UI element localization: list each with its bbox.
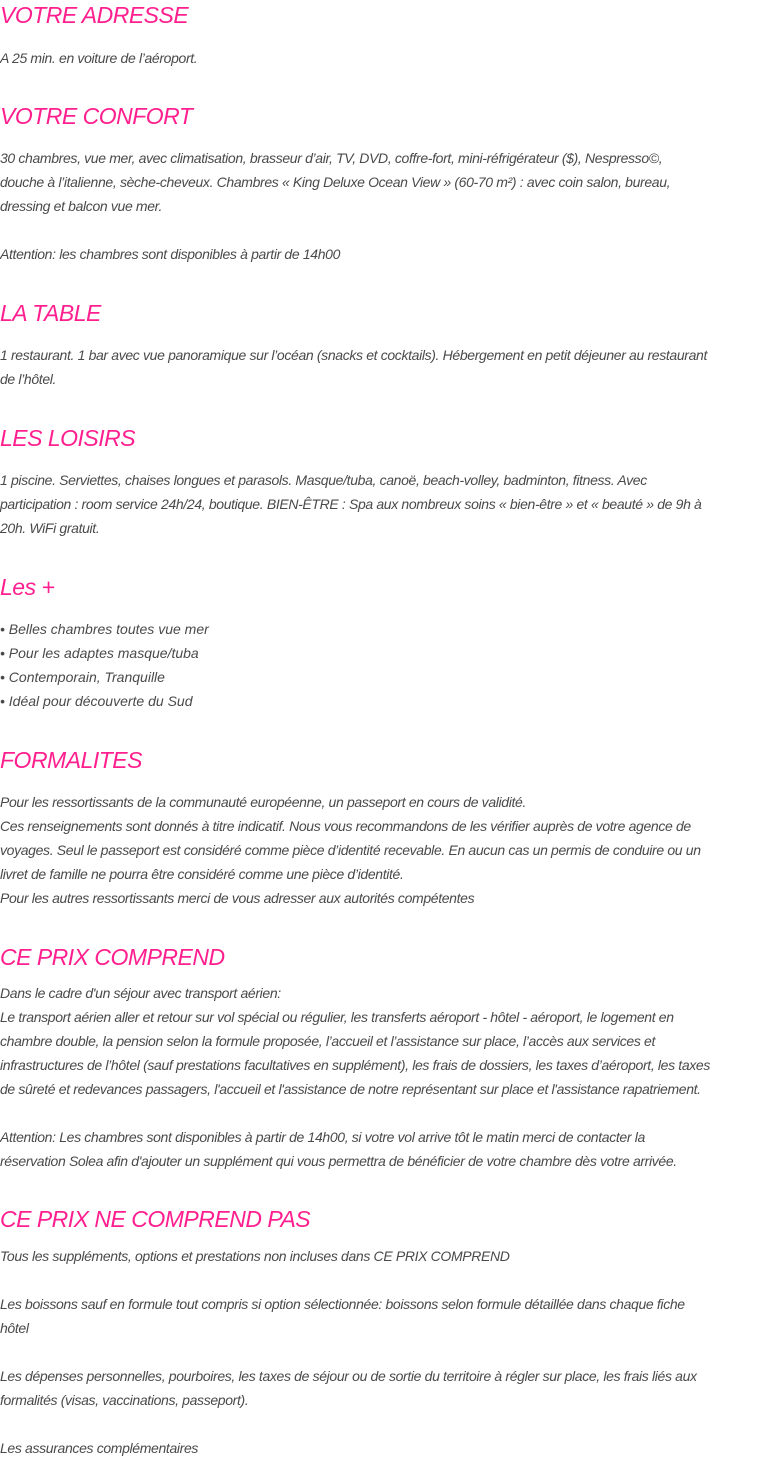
- comprend-text: [0, 981, 758, 1101]
- table-text: [0, 343, 758, 391]
- ne-comprend-pas-line: formalités (visas, vaccinations, passeport).: [0, 1392, 249, 1408]
- confort-line: 30 chambres, vue mer, avec climatisation, brasseur d’air, TV, DVD, coffre-fort, mini-réfrigérateur ($), Nespresso©,: [0, 150, 663, 166]
- list-item: • Belles chambres toutes vue mer: [0, 621, 209, 637]
- adresse-text: [0, 46, 758, 70]
- section-title-ne-comprend-pas: CE PRIX NE COMPREND PAS: [0, 1206, 311, 1232]
- table-line: 1 restaurant. 1 bar avec vue panoramique sur l’océan (snacks et cocktails). Hébergement en petit déjeuner au restaurant: [0, 347, 707, 363]
- confort-note-line: Attention: les chambres sont disponibles à partir de 14h00: [0, 246, 341, 262]
- section-title-adresse: VOTRE ADRESSE: [0, 2, 189, 28]
- adresse-line: A 25 min. en voiture de l’aéroport.: [0, 50, 198, 66]
- section-title-table: LA TABLE: [0, 300, 101, 326]
- comprend-line: Le transport aérien aller et retour sur vol spécial ou régulier, les transferts aéroport - hôtel - aéroport, le logement en: [0, 1009, 674, 1025]
- list-item: • Contemporain, Tranquille: [0, 669, 165, 685]
- section-title-loisirs: LES LOISIRS: [0, 425, 136, 451]
- comprend-note: [0, 1125, 758, 1173]
- section-title-formalites: FORMALITES: [0, 747, 142, 773]
- loisirs-line: 1 piscine. Serviettes, chaises longues et parasols. Masque/tuba, canoë, beach-volley, badminton, fitness. Avec: [0, 472, 647, 488]
- ne-comprend-pas-p2: [0, 1292, 758, 1340]
- formalites-line: Ces renseignements sont donnés à titre indicatif. Nous vous recommandons de les vérifier auprès de votre agence de: [0, 818, 691, 834]
- ne-comprend-pas-line: Les assurances complémentaires: [0, 1440, 199, 1456]
- section-title-confort: VOTRE CONFORT: [0, 103, 193, 129]
- ne-comprend-pas-line: Les dépenses personnelles, pourboires, les taxes de séjour ou de sortie du territoire à régler sur place, les frais liés aux: [0, 1368, 697, 1384]
- formalites-line: livret de famille ne pourra être considéré comme une pièce d’identité.: [0, 866, 404, 882]
- confort-text: [0, 146, 758, 218]
- loisirs-line: 20h. WiFi gratuit.: [0, 520, 100, 536]
- comprend-note-line: Attention: Les chambres sont disponibles à partir de 14h00, si votre vol arrive tôt le matin merci de contacter la: [0, 1129, 645, 1145]
- list-item: • Pour les adaptes masque/tuba: [0, 645, 199, 661]
- comprend-note-line: réservation Solea afin d'ajouter un supplément qui vous permettra de bénéficier de votre chambre dès votre arrivée.: [0, 1153, 677, 1169]
- formalites-line: voyages. Seul le passeport est considéré comme pièce d’identité recevable. En aucun cas un permis de conduire ou un: [0, 842, 701, 858]
- list-item: • Idéal pour découverte du Sud: [0, 693, 193, 709]
- section-title-plus: Les +: [0, 574, 55, 600]
- loisirs-line: participation : room service 24h/24, boutique. BIEN-ÊTRE : Spa aux nombreux soins « bien-être » et « beauté » de 9h à: [0, 496, 702, 512]
- loisirs-text: [0, 468, 758, 540]
- confort-line: douche à l’italienne, sèche-cheveux. Chambres « King Deluxe Ocean View » (60-70 m²) : avec coin salon, bureau,: [0, 174, 671, 190]
- formalites-text: [0, 790, 758, 910]
- ne-comprend-pas-p1: [0, 1244, 758, 1268]
- confort-line: dressing et balcon vue mer.: [0, 198, 163, 214]
- comprend-line: chambre double, la pension selon la formule proposée, l’accueil et l’assistance sur place, l’accès aux services et: [0, 1033, 656, 1049]
- confort-note: [0, 242, 758, 266]
- ne-comprend-pas-p4: [0, 1436, 758, 1460]
- ne-comprend-pas-line: Tous les suppléments, options et prestations non incluses dans CE PRIX COMPREND: [0, 1248, 510, 1264]
- comprend-line: Dans le cadre d'un séjour avec transport aérien:: [0, 985, 281, 1001]
- section-title-comprend: CE PRIX COMPREND: [0, 944, 225, 970]
- formalites-line: Pour les ressortissants de la communauté européenne, un passeport en cours de validité.: [0, 794, 526, 810]
- formalites-line: Pour les autres ressortissants merci de vous adresser aux autorités compétentes: [0, 890, 475, 906]
- ne-comprend-pas-line: hôtel: [0, 1320, 29, 1336]
- comprend-line: infrastructures de l’hôtel (sauf prestations facultatives en supplément), les frais de dossiers, les taxes d’aéroport, les taxes: [0, 1057, 711, 1073]
- table-line: de l’hôtel.: [0, 371, 57, 387]
- ne-comprend-pas-line: Les boissons sauf en formule tout compris si option sélectionnée: boissons selon formule détaillée dans chaque fiche: [0, 1296, 685, 1312]
- plus-list: [0, 617, 209, 713]
- comprend-line: de sûreté et redevances passagers, l'accueil et l'assistance de notre représentant sur place et l'assistance rapatriement.: [0, 1081, 701, 1097]
- ne-comprend-pas-p3: [0, 1364, 758, 1412]
